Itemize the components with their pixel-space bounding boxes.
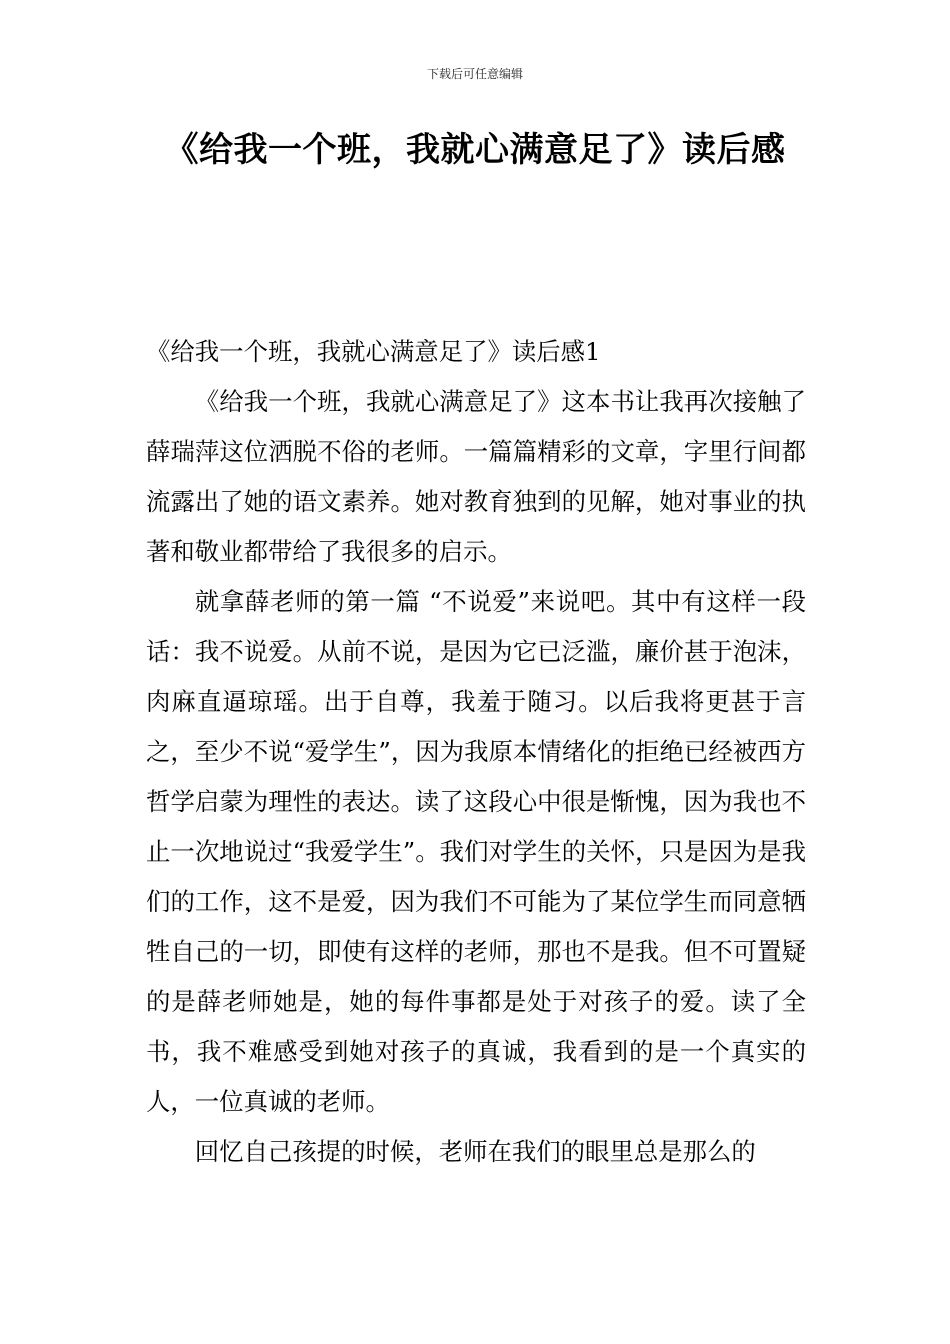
document-title: 《给我一个班，我就心满意足了》读后感 [164, 130, 786, 170]
header-note: 下载后可任意编辑 [426, 67, 523, 81]
document-body [146, 327, 806, 1177]
paragraph: 回忆自己孩提的时候，老师在我们的眼里总是那么的 [194, 1137, 756, 1166]
paragraph: 《给我一个班，我就心满意足了》这本书让我再次接触了薛瑞萍这位洒脱不俗的老师。一篇篇精彩的文章，字里行间都流露出了她的语文素养。她对教育独到的见解，她对事业的执著和敬业都带给了我很多的启示。 [146, 387, 806, 566]
section-heading: 《给我一个班，我就心满意足了》读后感1 [146, 337, 601, 366]
paragraph: 就拿薛老师的第一篇 “不说爱”来说吧。其中有这样一段话：我不说爱。从前不说，是因为它已泛滥，廉价甚于泡沫，肉麻直逼琼瑶。出于自尊，我羞于随习。以后我将更甚于言之，至少不说“爱学生”，因为我原本情绪化的拒绝已经被西方哲学启蒙为理性的表达。读了这段心中很是惭愧，因为我也不止一次地说过“我爱学生”。我们对学生的关怀，只是因为是我们的工作，这不是爱，因为我们不可能为了某位学生而同意牺牲自己的一切，即使有这样的老师，那也不是我。但不可置疑的是薛老师她是，她的每件事都是处于对孩子的爱。读了全书，我不难感受到她对孩子的真诚，我看到的是一个真实的人，一位真诚的老师。 [146, 587, 806, 1116]
